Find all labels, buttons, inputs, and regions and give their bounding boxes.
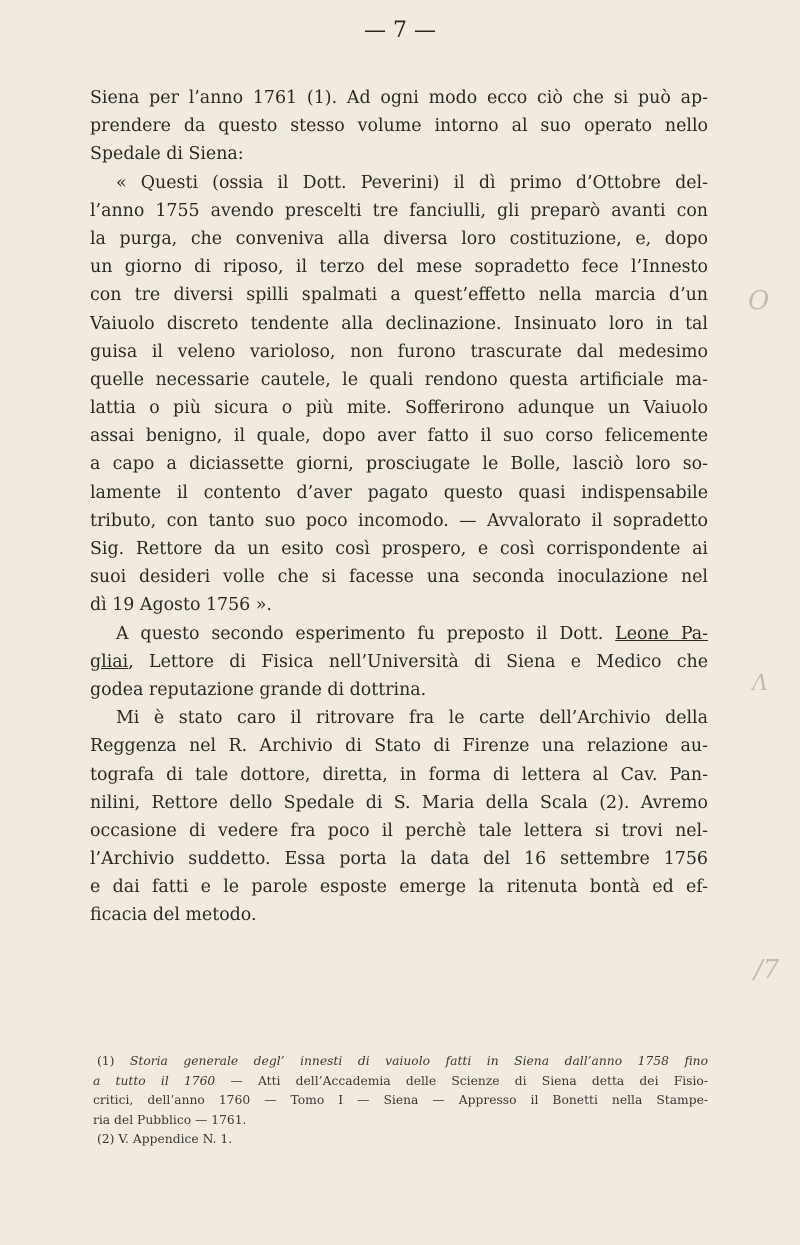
body-text [90, 84, 708, 930]
footnote-1-line: critici, dell’anno 1760 — Tomo I — Siena — Appresso il Bonetti nella Stampe- [93, 1093, 708, 1108]
text-line: suoi desideri volle che si facesse una seconda inoculazione nel [90, 567, 708, 588]
text-line: un giorno di riposo, il terzo del mese sopradetto fece l’Innesto [90, 257, 708, 278]
text-line: dì 19 Agosto 1756 ». [90, 595, 272, 616]
text-span: , Lettore di Fisica nell’Università di Siena e Medico che [128, 651, 708, 672]
text-line: Reggenza nel R. Archivio di Stato di Firenze una relazione au- [90, 736, 708, 757]
text-line: con tre diversi spilli spalmati a quest’effetto nella marcia d’un [90, 285, 708, 306]
text-line: assai benigno, il quale, dopo aver fatto il suo corso felicemente [90, 426, 708, 447]
footnote-marker: (1) [97, 1054, 130, 1068]
text-line: Sig. Rettore da un esito così prospero, e così corrispondente ai [90, 539, 708, 559]
footnote-text: — Atti dell’Accademia delle Scienze di Siena detta dei Fisio- [215, 1073, 708, 1088]
footnote-1-line [93, 1072, 708, 1092]
text-line: Vaiuolo discreto tendente alla declinazione. Insinuato loro in tal [90, 313, 708, 334]
text-line: guisa il veleno varioloso, non furono trascurate dal medesimo [90, 341, 708, 362]
footnotes [93, 1052, 708, 1150]
text-line: prendere da questo stesso volume intorno al suo operato nello [90, 116, 708, 137]
footnote-1-line: ria del Pubblico — 1761. [93, 1112, 247, 1127]
text-line: tografa di tale dottore, diretta, in forma di lettera al Cav. Pan- [90, 764, 708, 785]
underlined-name: gliai [90, 651, 129, 672]
margin-handwriting-mark: Λ [752, 671, 768, 696]
footnote-title: Storia generale degl’ innesti di vaiuolo fatti in Siena dall’anno 1758 fino [129, 1054, 708, 1068]
underlined-name: Leone Pa- [615, 623, 708, 644]
page-number: — 7 — [364, 18, 436, 43]
footnote-title: a tutto il 1760 [93, 1073, 216, 1088]
text-line: Siena per l’anno 1761 (1). Ad ogni modo ecco ciò che si può ap- [90, 88, 708, 108]
margin-handwriting-mark: /7 [754, 955, 780, 985]
footnote-1-line [93, 1052, 708, 1072]
text-line: ficacia del metodo. [90, 905, 257, 926]
text-line: occasione di vedere fra poco il perchè tale lettera si trovi nel- [90, 820, 708, 841]
text-line: nilini, Rettore dello Spedale di S. Maria della Scala (2). Avremo [90, 792, 708, 813]
text-line: tributo, con tanto suo poco incomodo. — Avvalorato il sopradetto [90, 510, 708, 531]
text-line [90, 648, 708, 676]
text-line: l’anno 1755 avendo prescelti tre fanciulli, gli preparò avanti con [90, 200, 708, 221]
text-line: Mi è stato caro il ritrovare fra le carte dell’Archivio della [116, 708, 708, 729]
text-span: A questo secondo esperimento fu preposto il Dott. [116, 623, 616, 644]
footnote-2-line: (2) V. Appendice N. 1. [97, 1132, 233, 1147]
text-line: a capo a diciassette giorni, prosciugate le Bolle, lasciò loro so- [90, 454, 708, 475]
text-line: e dai fatti e le parole esposte emerge la ritenuta bontà ed ef- [90, 877, 708, 898]
text-line: la purga, che conveniva alla diversa loro costituzione, e, dopo [90, 228, 708, 249]
text-line: quelle necessarie cautele, le quali rendono questa artificiale ma- [90, 369, 708, 390]
text-line: Spedale di Siena: [90, 144, 244, 165]
text-line: l’Archivio suddetto. Essa porta la data del 16 settembre 1756 [90, 849, 708, 870]
text-line: lattia o più sicura o più mite. Sofferirono adunque un Vaiuolo [90, 398, 708, 419]
margin-handwriting-mark: O [748, 286, 770, 316]
text-line: godea reputazione grande di dottrina. [90, 679, 427, 700]
text-line: « Questi (ossia il Dott. Peverini) il dì primo d’Ottobre del- [116, 172, 708, 193]
text-line: lamente il contento d’aver pagato questo quasi indispensabile [90, 482, 708, 503]
text-line [90, 620, 708, 648]
